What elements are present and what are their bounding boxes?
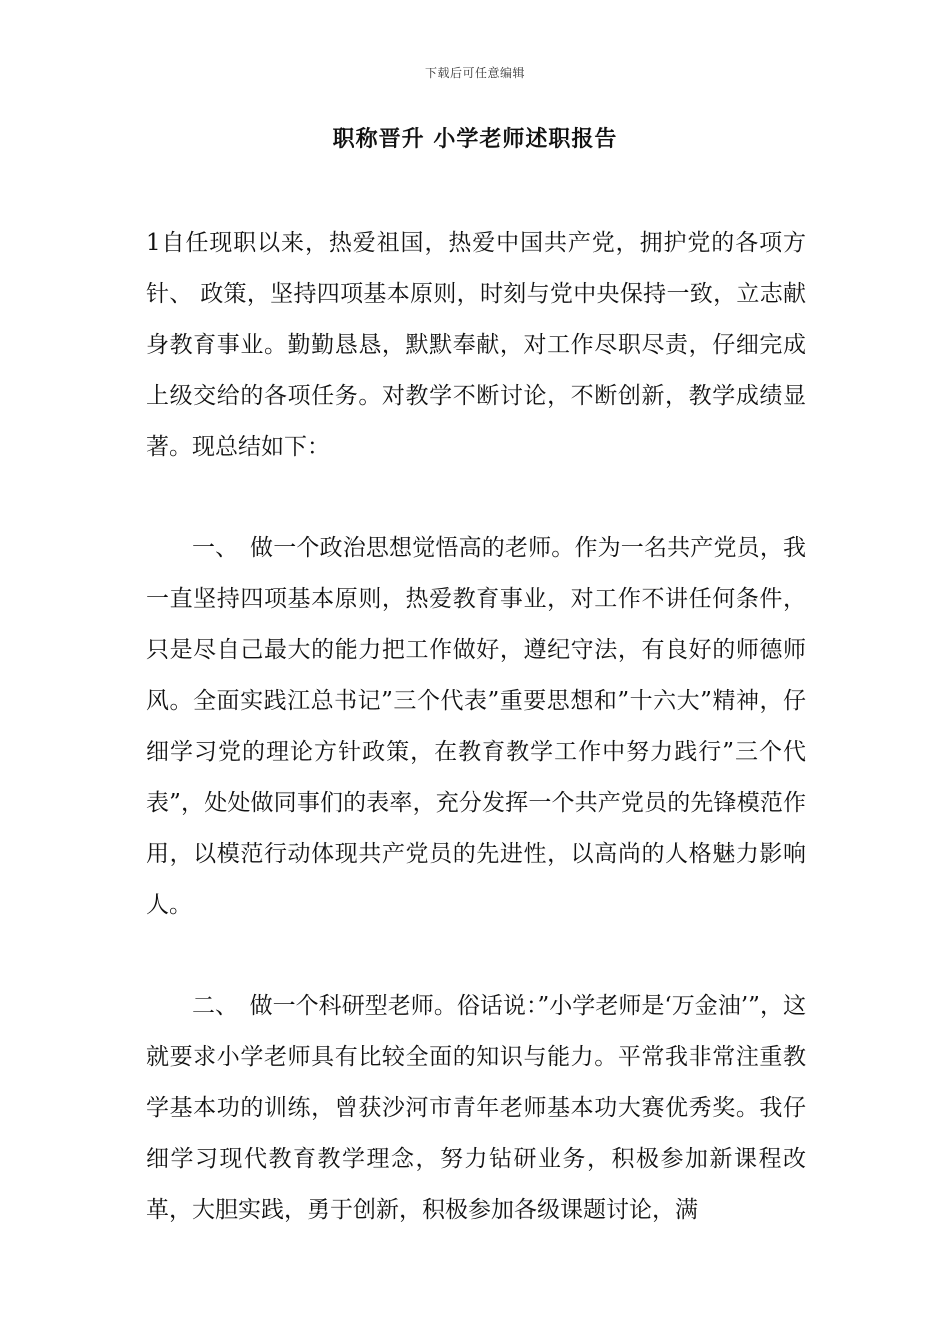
paragraph-intro: 1自任现职以来，热爱祖国，热爱中国共产党，拥护党的各项方针、 政策，坚持四项基本原则，时刻与党中央保持一致，立志献身教育事业。勤勤恳恳，默默奉献，对工作尽职尽责，仔细完成上级交给的各项任务。对教学不断讨论，不断创新，教学成绩显著。现总结如下： bbox=[146, 230, 806, 460]
document-title: 职称晋升 小学老师述职报告 bbox=[332, 126, 618, 152]
paragraph-section-1: 一、 做一个政治思想觉悟高的老师。作为一名共产党员，我一直坚持四项基本原则，热爱教育事业，对工作不讲任何条件，只是尽自己最大的能力把工作做好，遵纪守法，有良好的师德师风。全面实践江总书记”三个代表”重要思想和”十六大”精神，仔细学习党的理论方针政策，在教育教学工作中努力践行”三个代表”，处处做同事们的表率，充分发挥一个共产党员的先锋模范作用，以模范行动体现共产党员的先进性，以高尚的人格魅力影响人。 bbox=[146, 535, 806, 918]
header-note: 下载后可任意编辑 bbox=[424, 66, 525, 80]
paragraph-section-2: 二、 做一个科研型老师。俗话说：”小学老师是‘万金油’”，这就要求小学老师具有比较全面的知识与能力。平常我非常注重教学基本功的训练，曾获沙河市青年老师基本功大赛优秀奖。我仔细学习现代教育教学理念，努力钻研业务，积极参加新课程改革，大胆实践，勇于创新，积极参加各级课题讨论，满 bbox=[146, 993, 806, 1223]
document-body bbox=[146, 218, 806, 1286]
